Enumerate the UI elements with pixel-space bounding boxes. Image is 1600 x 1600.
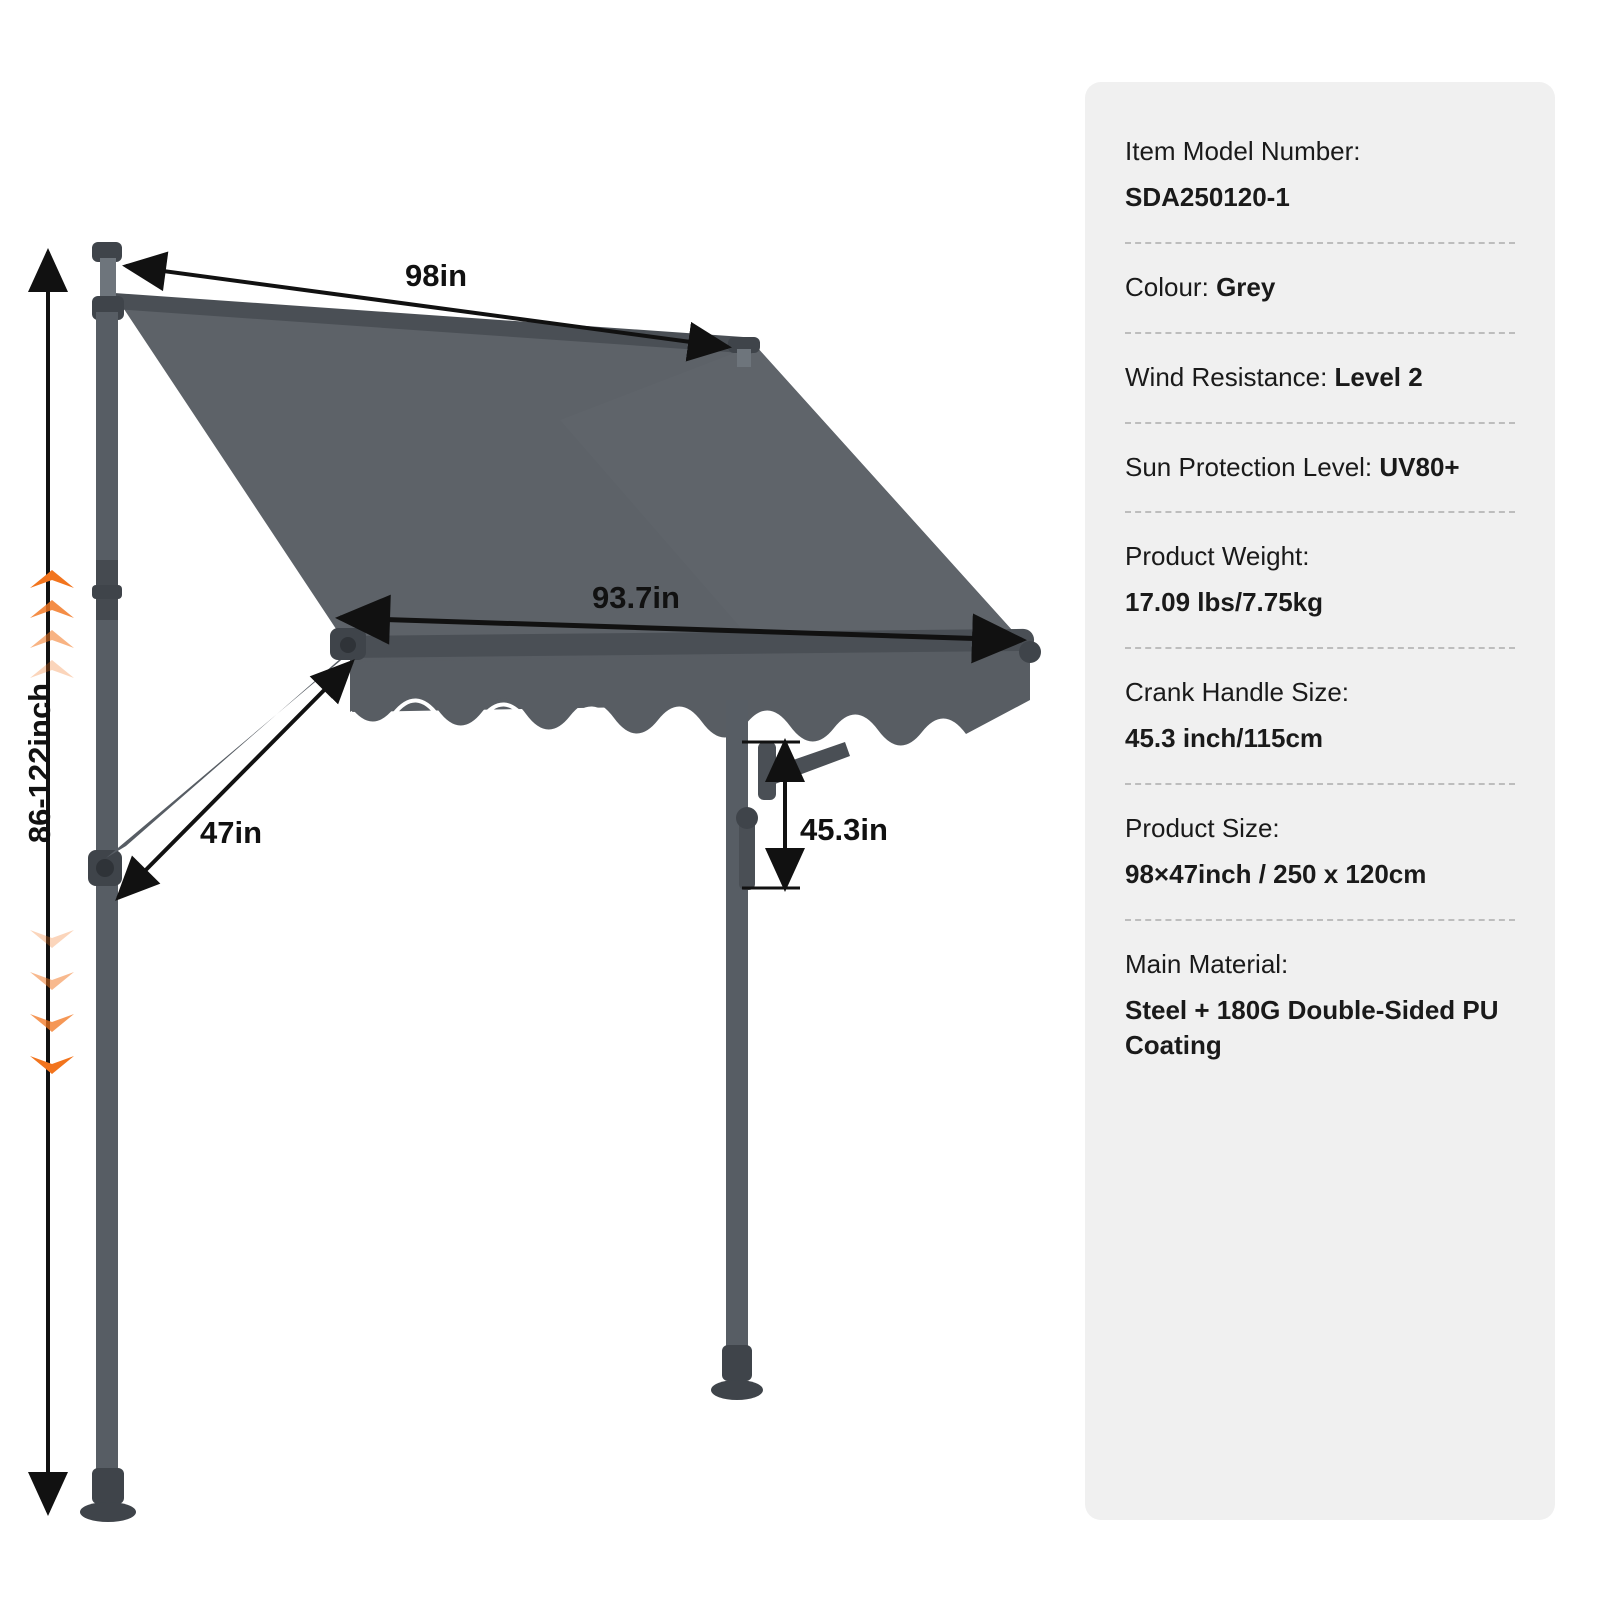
awning-canopy <box>118 300 1041 752</box>
spec-divider <box>1125 919 1515 921</box>
spec-divider <box>1125 242 1515 244</box>
spec-label-uv: Sun Protection Level: <box>1125 451 1373 482</box>
dimension-45-3in-label: 45.3in <box>800 812 888 847</box>
spec-divider <box>1125 783 1515 785</box>
spec-label-crank: Crank Handle Size: <box>1125 677 1349 708</box>
spec-divider <box>1125 511 1515 513</box>
spec-value-colour: Grey <box>1216 271 1276 302</box>
spec-label-wind: Wind Resistance: <box>1125 361 1328 392</box>
spec-divider <box>1125 332 1515 334</box>
spec-label-size: Product Size: <box>1125 812 1280 843</box>
spec-divider <box>1125 422 1515 424</box>
left-support-pole <box>80 312 136 1522</box>
spec-divider <box>1125 647 1515 649</box>
spec-row-wind <box>1125 360 1515 396</box>
spec-row-uv <box>1125 450 1515 486</box>
spec-row-model <box>1125 134 1515 216</box>
spec-row-weight <box>1125 539 1515 621</box>
spec-row-size <box>1125 811 1515 893</box>
dimension-47in-label: 47in <box>200 815 263 850</box>
dimension-86-122inch-label: 86-122inch <box>22 682 58 844</box>
spec-value-wind: Level 2 <box>1334 361 1423 392</box>
spec-row-colour <box>1125 270 1515 306</box>
spec-value-model: SDA250120-1 <box>1125 181 1290 212</box>
spec-value-crank: 45.3 inch/115cm <box>1125 723 1324 753</box>
dimension-98in-label: 98in <box>405 258 468 293</box>
spec-row-crank <box>1125 675 1515 757</box>
spec-value-material: Steel + 180G Double-Sided PU Coating <box>1125 994 1499 1060</box>
spec-value-uv: UV80+ <box>1379 451 1460 482</box>
spec-value-size: 98×47inch / 250 x 120cm <box>1125 858 1427 889</box>
specification-panel <box>1085 82 1555 1520</box>
dimension-93-7in-label: 93.7in <box>592 580 680 615</box>
spec-label-material: Main Material: <box>1125 948 1289 979</box>
height-adjust-chevrons-down <box>30 930 74 1074</box>
spec-label-colour: Colour: <box>1125 271 1209 302</box>
spec-value-weight: 17.09 lbs/7.75kg <box>1125 587 1324 618</box>
dimension-line-47in <box>118 662 352 898</box>
height-adjust-chevrons-up <box>30 570 74 678</box>
spec-row-material <box>1125 947 1515 1063</box>
spec-label-model: Item Model Number: <box>1125 136 1361 166</box>
right-support-pole <box>711 700 763 1400</box>
spec-label-weight: Product Weight: <box>1125 541 1310 572</box>
